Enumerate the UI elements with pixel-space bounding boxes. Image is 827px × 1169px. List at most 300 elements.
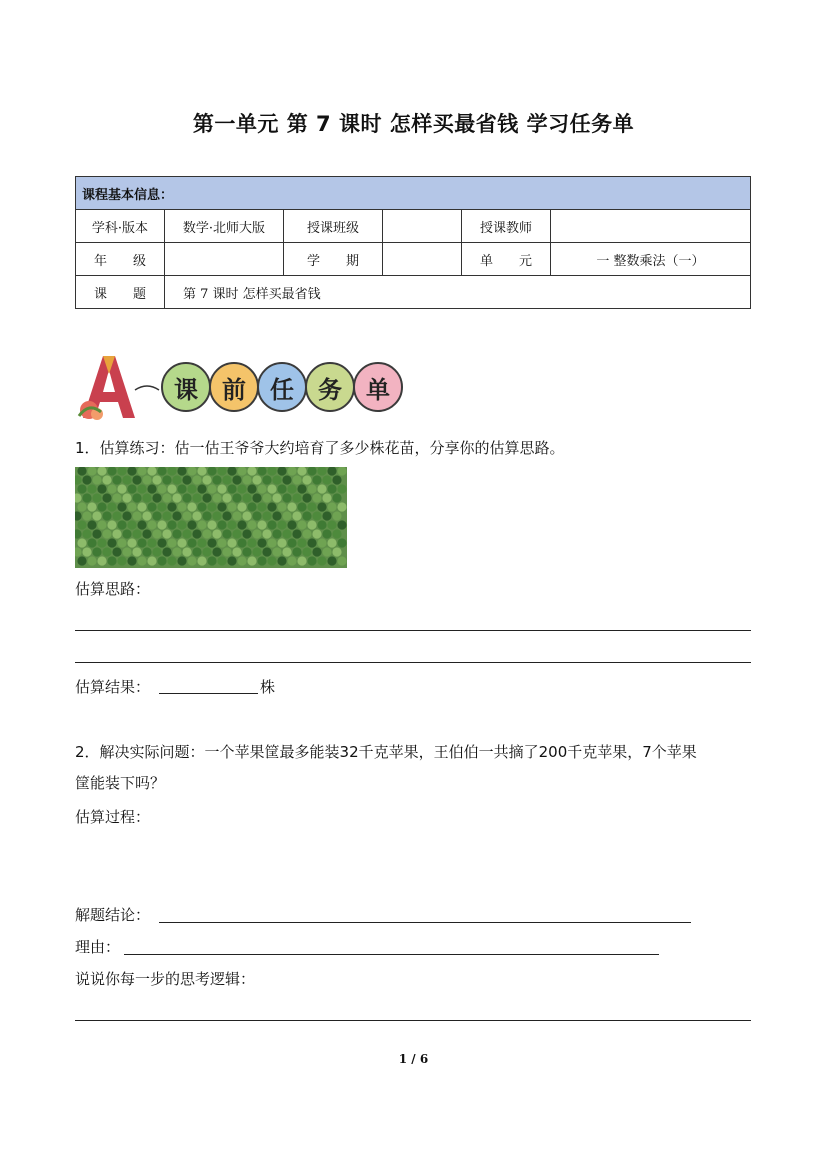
seedling-dot: [337, 556, 346, 565]
seedling-dot: [307, 538, 316, 547]
grade-label: 年 级: [76, 243, 165, 276]
answer-line: [75, 662, 751, 663]
seedling-dot: [302, 475, 311, 484]
seedling-dot: [197, 556, 206, 565]
seedling-dot: [222, 547, 231, 556]
seedling-dot: [167, 520, 176, 529]
conclusion-label: 解题结论：: [75, 906, 151, 924]
seedling-dot: [102, 493, 111, 502]
seedling-dot: [137, 484, 146, 493]
result-unit: 株: [260, 678, 276, 696]
seedling-dot: [87, 538, 96, 547]
seedling-dot: [202, 529, 211, 538]
teacher-value: [551, 210, 751, 243]
seedling-dot: [182, 493, 191, 502]
seedling-dot: [332, 529, 341, 538]
topic-value: 第 7 课时 怎样买最省钱: [165, 276, 751, 309]
seedling-dot: [147, 502, 156, 511]
seedling-dot: [177, 520, 186, 529]
seedling-dot: [142, 547, 151, 556]
seedling-dot: [122, 511, 131, 520]
seedling-dot: [197, 484, 206, 493]
seedling-dot: [157, 520, 166, 529]
seedling-dot: [147, 484, 156, 493]
seedling-dot: [132, 529, 141, 538]
seedling-dot: [297, 520, 306, 529]
seedling-dot: [272, 529, 281, 538]
seedling-dot: [262, 475, 271, 484]
seedling-dot: [247, 520, 256, 529]
seedling-dot: [262, 511, 271, 520]
seedling-dot: [127, 538, 136, 547]
seedling-dot: [117, 538, 126, 547]
seedling-dot: [222, 529, 231, 538]
seedling-dot: [327, 538, 336, 547]
seedling-dot: [92, 529, 101, 538]
seedling-dot: [292, 475, 301, 484]
seedling-dot: [107, 502, 116, 511]
page-number: 1 / 6: [398, 1052, 429, 1066]
seedling-dot: [242, 493, 251, 502]
class-value: [383, 210, 462, 243]
seedling-dot: [177, 484, 186, 493]
course-info-header: 课程基本信息：: [76, 177, 751, 210]
subject-label: 学科·版本: [76, 210, 165, 243]
seedling-dot: [232, 511, 241, 520]
seedling-dot: [117, 520, 126, 529]
seedling-dot: [257, 484, 266, 493]
banner-char-3: [257, 362, 307, 412]
seedling-dot: [147, 520, 156, 529]
reason-label: 理由：: [75, 938, 121, 956]
seedling-dot: [237, 538, 246, 547]
seedling-dot: [112, 493, 121, 502]
seedling-dot: [202, 493, 211, 502]
seedling-dot: [287, 484, 296, 493]
reason-blank-line: [124, 954, 659, 955]
seedling-dot: [212, 511, 221, 520]
seedling-dot: [132, 511, 141, 520]
unit-label: 单 元: [462, 243, 551, 276]
seedling-dot: [107, 520, 116, 529]
logic-label: 说说你每一步的思考逻辑：: [75, 970, 256, 988]
seedling-dot: [262, 529, 271, 538]
seedling-dot: [212, 547, 221, 556]
seedling-dot: [277, 520, 286, 529]
seedling-dot: [127, 484, 136, 493]
seedling-dot: [82, 493, 91, 502]
seedling-dot: [212, 475, 221, 484]
seedling-dot: [97, 484, 106, 493]
seedling-dot: [332, 547, 341, 556]
banner-char-text: 前: [222, 375, 246, 404]
seedling-dot: [287, 556, 296, 565]
seedling-dot: [262, 547, 271, 556]
seedling-dot: [282, 529, 291, 538]
seedling-dot: [182, 475, 191, 484]
seedling-dot: [147, 538, 156, 547]
seedling-dot: [272, 493, 281, 502]
seedling-dot: [92, 475, 101, 484]
seedling-dot: [217, 484, 226, 493]
seedling-dot: [307, 484, 316, 493]
seedling-dot: [277, 556, 286, 565]
seedling-dot: [162, 547, 171, 556]
seedling-dot: [97, 556, 106, 565]
seedling-dot: [307, 556, 316, 565]
seedling-dot: [322, 493, 331, 502]
seedling-dot: [327, 556, 336, 565]
seedling-dot: [157, 502, 166, 511]
seedling-dot: [277, 502, 286, 511]
seedling-dot: [227, 520, 236, 529]
seedling-dot: [172, 493, 181, 502]
seedling-dot: [287, 538, 296, 547]
seedling-dot: [257, 538, 266, 547]
seedling-dot: [187, 520, 196, 529]
seedling-dot: [77, 484, 86, 493]
seedling-dot: [107, 538, 116, 547]
seedling-dot: [157, 538, 166, 547]
seedling-dot: [247, 538, 256, 547]
seedling-dot: [192, 511, 201, 520]
seedling-dot: [167, 484, 176, 493]
seedling-dot: [127, 520, 136, 529]
seedling-dot: [87, 520, 96, 529]
teacher-label: 授课教师: [462, 210, 551, 243]
seedling-dot: [127, 502, 136, 511]
seedling-dot: [92, 493, 101, 502]
seedling-dot: [337, 484, 346, 493]
seedling-dot: [292, 493, 301, 502]
seedling-dot: [137, 520, 146, 529]
seedling-dot: [172, 475, 181, 484]
conclusion-blank-line: [159, 922, 691, 923]
seedling-dot: [247, 484, 256, 493]
result-blank-line: [159, 693, 258, 694]
seedling-dot: [322, 511, 331, 520]
seedling-dot: [277, 484, 286, 493]
seedling-dot: [287, 520, 296, 529]
seedling-dot: [197, 538, 206, 547]
seedling-dot: [162, 493, 171, 502]
seedling-dot: [222, 493, 231, 502]
seedling-dot: [217, 538, 226, 547]
seedling-dot: [102, 511, 111, 520]
seedling-dot: [137, 538, 146, 547]
pre-class-task-banner: [75, 352, 405, 422]
seedling-dot: [167, 556, 176, 565]
seedling-dot: [252, 547, 261, 556]
seedling-dot: [317, 538, 326, 547]
seedling-dot: [107, 556, 116, 565]
seedling-dot: [247, 556, 256, 565]
seedling-dot: [82, 547, 91, 556]
seedling-dot: [267, 502, 276, 511]
seedling-dot: [252, 511, 261, 520]
grade-value: [165, 243, 284, 276]
banner-char-2: [209, 362, 259, 412]
course-info-table: [75, 176, 751, 309]
seedling-dot: [132, 547, 141, 556]
seedling-dot: [272, 511, 281, 520]
seedling-dot: [217, 520, 226, 529]
seedling-dot: [257, 556, 266, 565]
seedling-dot: [227, 556, 236, 565]
seedling-dot: [327, 484, 336, 493]
seedling-dot: [302, 493, 311, 502]
seedling-dot: [332, 511, 341, 520]
seedling-dot: [317, 556, 326, 565]
seedling-dot: [337, 520, 346, 529]
unit-value: 一 整数乘法（一）: [551, 243, 751, 276]
seedling-dot: [252, 529, 261, 538]
seedling-dot: [122, 493, 131, 502]
seedling-dot: [332, 493, 341, 502]
class-label: 授课班级: [284, 210, 383, 243]
seedling-dot: [282, 547, 291, 556]
seedling-dot: [257, 520, 266, 529]
seedling-dot: [227, 502, 236, 511]
seedling-dot: [152, 511, 161, 520]
seedling-dot: [312, 529, 321, 538]
seedling-dot: [82, 511, 91, 520]
seedling-dot: [77, 520, 86, 529]
seedling-dot: [222, 475, 231, 484]
seedling-dot: [117, 556, 126, 565]
seedling-dot: [122, 475, 131, 484]
banner-char-4: [305, 362, 355, 412]
estimation-thinking-label: 估算思路：: [75, 580, 151, 598]
seedling-dot: [292, 547, 301, 556]
seedling-dot: [237, 484, 246, 493]
seedling-dot: [302, 511, 311, 520]
seedling-dot: [217, 502, 226, 511]
seedling-dot: [142, 475, 151, 484]
seedling-dot: [212, 529, 221, 538]
seedling-dot: [152, 493, 161, 502]
seedling-dot: [142, 529, 151, 538]
seedling-dot: [187, 538, 196, 547]
seedling-dot: [187, 502, 196, 511]
seedling-dot: [227, 538, 236, 547]
seedling-dot: [137, 502, 146, 511]
seedling-dot: [102, 475, 111, 484]
seedling-dot: [152, 547, 161, 556]
seedling-dot: [312, 511, 321, 520]
seedling-dot: [92, 547, 101, 556]
seedling-dot: [267, 556, 276, 565]
seedling-dot: [202, 547, 211, 556]
seedling-dot: [152, 475, 161, 484]
seedling-dot: [217, 556, 226, 565]
seedling-dot: [167, 502, 176, 511]
seedling-dot: [197, 502, 206, 511]
seedling-dot: [142, 511, 151, 520]
seedling-dot: [87, 556, 96, 565]
seedling-dot: [257, 502, 266, 511]
seedling-dot: [232, 493, 241, 502]
flower-seedlings-image: [75, 467, 347, 568]
seedling-dot: [232, 547, 241, 556]
answer-line: [75, 1020, 751, 1021]
seedling-dot: [177, 538, 186, 547]
seedling-dot: [177, 502, 186, 511]
seedling-dot: [332, 475, 341, 484]
seedling-dot: [122, 547, 131, 556]
seedling-dot: [282, 475, 291, 484]
seedling-dot: [137, 556, 146, 565]
seedling-dot: [162, 529, 171, 538]
seedling-dot: [207, 556, 216, 565]
letter-a-flower-icon: [75, 352, 165, 422]
seedling-dot: [167, 538, 176, 547]
seedling-dot: [162, 475, 171, 484]
seedling-dot: [317, 502, 326, 511]
seedling-dot: [297, 502, 306, 511]
seedling-dot: [247, 502, 256, 511]
seedling-dot: [207, 520, 216, 529]
seedling-dot: [297, 556, 306, 565]
seedling-dot: [97, 538, 106, 547]
seedling-dot: [112, 511, 121, 520]
term-label: 学 期: [284, 243, 383, 276]
seedling-dot: [182, 547, 191, 556]
seedling-dot: [322, 529, 331, 538]
seedling-dot: [237, 502, 246, 511]
seedling-dot: [157, 484, 166, 493]
seedling-dot: [322, 547, 331, 556]
seedling-dot: [192, 493, 201, 502]
seedling-dot: [152, 529, 161, 538]
seedling-dot: [197, 520, 206, 529]
seedling-dot: [242, 475, 251, 484]
seedling-dot: [192, 529, 201, 538]
banner-char-text: 任: [270, 375, 294, 404]
seedling-dot: [207, 538, 216, 547]
seedling-dot: [227, 484, 236, 493]
seedling-dot: [202, 511, 211, 520]
seedling-dot: [272, 547, 281, 556]
seedling-dot: [277, 538, 286, 547]
seedling-dot: [97, 502, 106, 511]
seedling-dot: [112, 547, 121, 556]
seedling-dot: [192, 547, 201, 556]
seedling-dot: [292, 529, 301, 538]
seedling-dot: [297, 484, 306, 493]
seedling-dot: [272, 475, 281, 484]
question-2-text-line1: 2．解决实际问题：一个苹果筐最多能装32千克苹果，王伯伯一共摘了200千克苹果，7个苹果: [75, 743, 697, 761]
seedling-dot: [337, 538, 346, 547]
seedling-dot: [302, 529, 311, 538]
seedling-dot: [297, 538, 306, 547]
banner-char-5: [353, 362, 403, 412]
seedling-dot: [107, 484, 116, 493]
seedling-dot: [267, 484, 276, 493]
seedling-dot: [322, 475, 331, 484]
seedling-dot: [232, 475, 241, 484]
seedling-dot: [307, 502, 316, 511]
banner-char-text: 课: [174, 375, 198, 404]
seedling-dot: [82, 475, 91, 484]
seedling-dot: [177, 556, 186, 565]
seedling-dot: [267, 520, 276, 529]
seedling-dot: [242, 547, 251, 556]
seedling-dot: [202, 475, 211, 484]
seedling-dot: [317, 484, 326, 493]
page-title: 第一单元 第 7 课时 怎样买最省钱 学习任务单: [192, 112, 635, 136]
seedling-dot: [312, 493, 321, 502]
seedling-dot: [112, 529, 121, 538]
seedling-dot: [252, 475, 261, 484]
seedling-dot: [102, 529, 111, 538]
seedling-dot: [327, 502, 336, 511]
seedling-dot: [312, 547, 321, 556]
seedling-dot: [267, 538, 276, 547]
seedling-dot: [222, 511, 231, 520]
estimation-result-label: 估算结果：: [75, 678, 151, 696]
seedling-dot: [172, 547, 181, 556]
seedling-dot: [162, 511, 171, 520]
seedling-dot: [262, 493, 271, 502]
seedling-dot: [192, 475, 201, 484]
topic-label: 课 题: [76, 276, 165, 309]
term-value: [383, 243, 462, 276]
seedling-dot: [122, 529, 131, 538]
seedling-dot: [132, 493, 141, 502]
seedling-dot: [77, 556, 86, 565]
seedling-dot: [112, 475, 121, 484]
seedling-dot: [117, 484, 126, 493]
seedling-dot: [292, 511, 301, 520]
banner-char-1: [161, 362, 211, 412]
seedling-dot: [102, 547, 111, 556]
seedling-dot: [172, 529, 181, 538]
seedling-dot: [337, 502, 346, 511]
seedling-dot: [182, 529, 191, 538]
seedling-dot: [172, 511, 181, 520]
seedling-dot: [327, 520, 336, 529]
seedling-dot: [302, 547, 311, 556]
seedling-dot: [317, 520, 326, 529]
banner-char-text: 单: [366, 375, 390, 404]
subject-value: 数学·北师大版: [165, 210, 284, 243]
seedling-dot: [232, 529, 241, 538]
seedling-dot: [312, 475, 321, 484]
answer-line: [75, 630, 751, 631]
seedling-dot: [147, 556, 156, 565]
seedling-dot: [187, 484, 196, 493]
seedling-dot: [92, 511, 101, 520]
seedling-dot: [242, 511, 251, 520]
seedling-dot: [82, 529, 91, 538]
seedling-dot: [142, 493, 151, 502]
seedling-dot: [237, 556, 246, 565]
seedling-dot: [307, 520, 316, 529]
seedling-dot: [97, 520, 106, 529]
seedling-grid-graphic: [75, 467, 347, 568]
seedling-dot: [252, 493, 261, 502]
seedling-dot: [127, 556, 136, 565]
seedling-dot: [282, 493, 291, 502]
question-2-text-line2: 筐能装下吗？: [75, 774, 166, 792]
seedling-dot: [282, 511, 291, 520]
seedling-dot: [187, 556, 196, 565]
seedling-dot: [87, 484, 96, 493]
seedling-dot: [212, 493, 221, 502]
estimation-process-label: 估算过程：: [75, 808, 151, 826]
seedling-dot: [117, 502, 126, 511]
